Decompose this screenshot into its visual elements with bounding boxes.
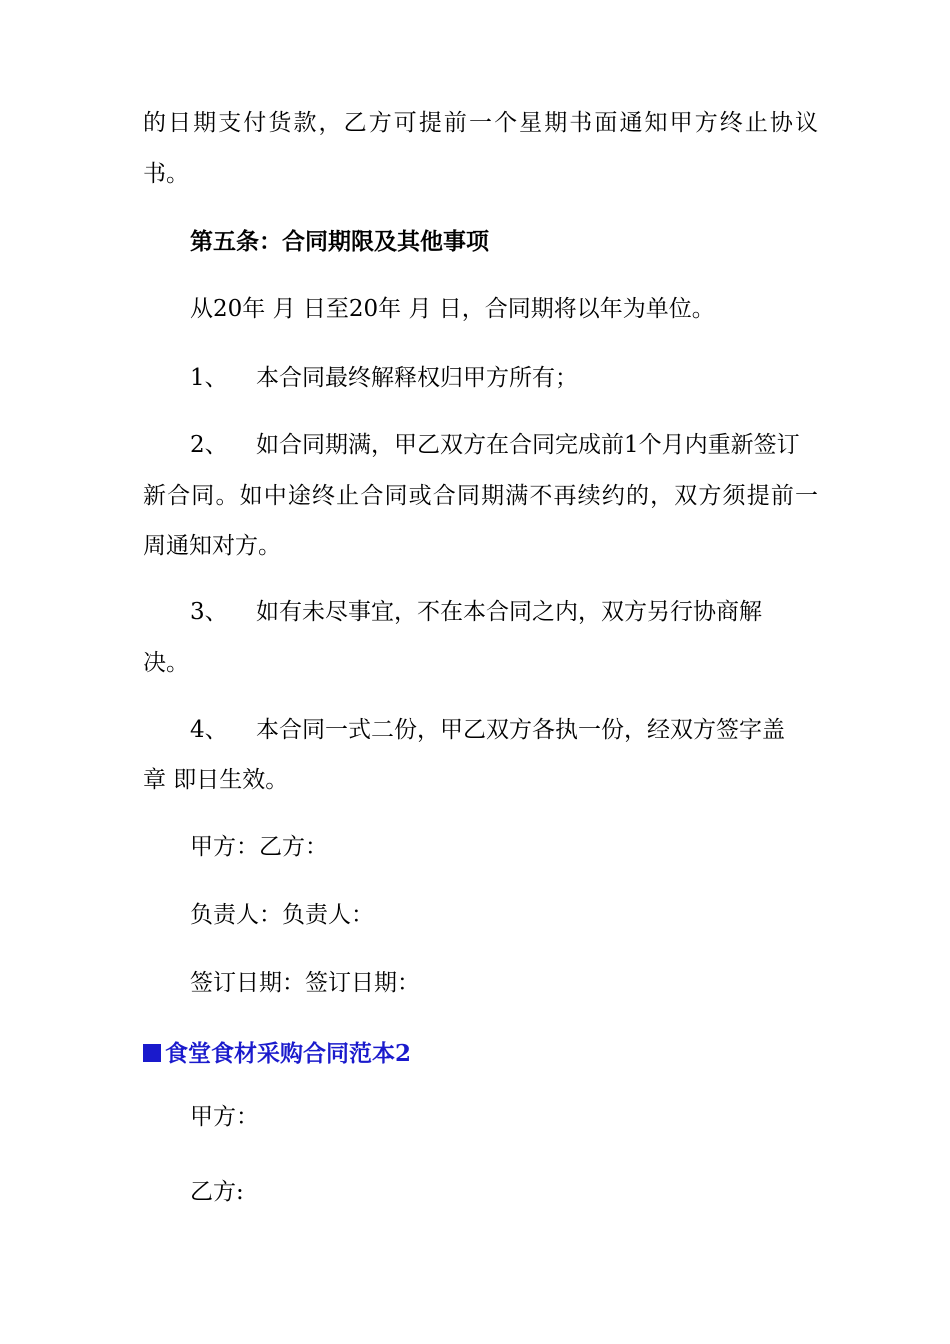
clause-2-continued: 周通知对方。	[143, 533, 281, 559]
contract-period: 从20年 月 日至20年 月 日，合同期将以年为单位。	[190, 296, 715, 322]
clause-number: 3、	[190, 599, 228, 625]
square-bullet-icon	[143, 1044, 161, 1062]
signature-parties: 甲方：乙方：	[190, 834, 328, 860]
paragraph-line: 书。	[143, 161, 189, 187]
clause-text: 如合同期满，甲乙双方在合同完成前1个月内重新签订	[256, 432, 800, 458]
article-5-title: 第五条：合同期限及其他事项	[190, 228, 489, 255]
paragraph-line: 的日期支付货款，乙方可提前一个星期书面通知甲方终止协议	[143, 110, 818, 136]
section-title: 食堂食材采购合同范本2	[165, 1040, 412, 1067]
section-heading	[143, 1038, 411, 1070]
clause-text: 如有未尽事宜，不在本合同之内，双方另行协商解	[256, 599, 762, 625]
clause-3	[190, 597, 818, 627]
clause-3-continued: 决。	[143, 650, 189, 676]
signature-responsible: 负责人：负责人：	[190, 902, 374, 928]
clause-4	[190, 715, 818, 745]
clause-text: 本合同一式二份，甲乙双方各执一份，经双方签字盖	[256, 717, 785, 743]
clause-number: 1、	[190, 365, 228, 391]
clause-1	[190, 363, 818, 393]
clause-text: 本合同最终解释权归甲方所有；	[256, 365, 578, 391]
clause-number: 4、	[190, 717, 228, 743]
clause-4-continued: 章 即日生效。	[143, 767, 289, 793]
clause-2-continued: 新合同。如中途终止合同或合同期满不再续约的，双方须提前一	[143, 483, 818, 509]
party-a-label: 甲方：	[190, 1104, 259, 1130]
party-b-label: 乙方:	[190, 1179, 244, 1205]
signature-date: 签订日期：签订日期：	[190, 970, 420, 996]
clause-number: 2、	[190, 432, 228, 458]
clause-2	[190, 430, 818, 460]
